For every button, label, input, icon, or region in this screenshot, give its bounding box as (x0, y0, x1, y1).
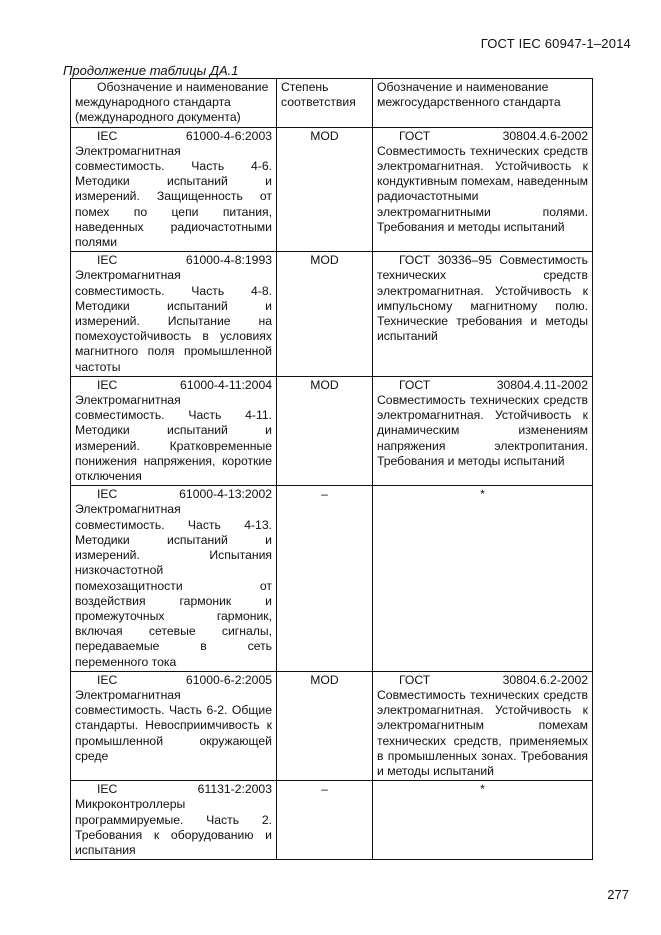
interstate-standard-cell: ГОСТ 30804.4.6-2002 Совместимость технических средств электромагнитная. Устойчивость к кондуктивным помехам, наведенным радиочастотными электромагнитными полями. Требования и методы испытаний (373, 127, 593, 252)
table-row (71, 376, 593, 485)
table-caption: Продолжение таблицы ДА.1 (63, 63, 239, 78)
interstate-standard-cell: * (373, 486, 593, 671)
degree-cell: MOD (277, 127, 373, 252)
standards-correspondence-table (70, 78, 593, 860)
international-standard-cell: IEC 61000-4-13:2002 Электромагнитная совместимость. Часть 4-13. Методики испытаний и измерений. Испытания низкочастотной помехозащитности от воздействия гармоник и промежуточных гармоник, включая сетевые сигналы, передаваемые в сеть переменного тока (71, 486, 277, 671)
table-header-row (71, 79, 593, 128)
degree-cell: MOD (277, 252, 373, 377)
table-row (71, 486, 593, 671)
table-row (71, 252, 593, 377)
international-standard-cell: IEC 61000-4-11:2004 Электромагнитная совместимость. Часть 4-11. Методики испытаний и измерений. Кратковременные понижения напряжения, короткие отключения (71, 376, 277, 485)
table-row (71, 671, 593, 780)
interstate-standard-cell: ГОСТ 30804.4.11-2002 Совместимость технических средств электромагнитная. Устойчивость к динамическим изменениям напряжения электропитания. Требования и методы испытаний (373, 376, 593, 485)
table-row (71, 127, 593, 252)
column-header-international: Обозначение и наименование международного стандарта (международного документа) (71, 79, 277, 128)
degree-cell: MOD (277, 376, 373, 485)
interstate-standard-cell: * (373, 781, 593, 860)
column-header-interstate: Обозначение и наименование межгосударственного стандарта (373, 79, 593, 128)
interstate-standard-cell: ГОСТ 30804.6.2-2002 Совместимость технических средств электромагнитная. Устойчивость к электромагнитным помехам технических средств, применяемых в промышленных зонах. Требования и методы испытаний (373, 671, 593, 780)
international-standard-cell: IEC 61000-6-2:2005 Электромагнитная совместимость. Часть 6-2. Общие стандарты. Невосприимчивость к промышленной окружающей среде (71, 671, 277, 780)
table-row (71, 781, 593, 860)
degree-cell: – (277, 486, 373, 671)
degree-cell: – (277, 781, 373, 860)
international-standard-cell: IEC 61000-4-6:2003 Электромагнитная совместимость. Часть 4-6. Методики испытаний и измерений. Защищенность от помех по цепи питания, наведенных радиочастотными полями (71, 127, 277, 252)
degree-cell: MOD (277, 671, 373, 780)
column-header-degree: Степень соответствия (277, 79, 373, 128)
page-number: 277 (607, 887, 629, 902)
running-header: ГОСТ IEC 60947-1–2014 (480, 36, 631, 51)
interstate-standard-cell: ГОСТ 30336–95 Совместимость технических средств электромагнитная. Устойчивость к импульсному магнитному полю. Технические требования и методы испытаний (373, 252, 593, 377)
international-standard-cell: IEC 61000-4-8:1993 Электромагнитная совместимость. Часть 4-8. Методики испытаний и измерений. Испытание на помехоустойчивость в условиях магнитного поля промышленной частоты (71, 252, 277, 377)
international-standard-cell: IEC 61131-2:2003 Микроконтроллеры программируемые. Часть 2. Требования к оборудованию и испытания (71, 781, 277, 860)
